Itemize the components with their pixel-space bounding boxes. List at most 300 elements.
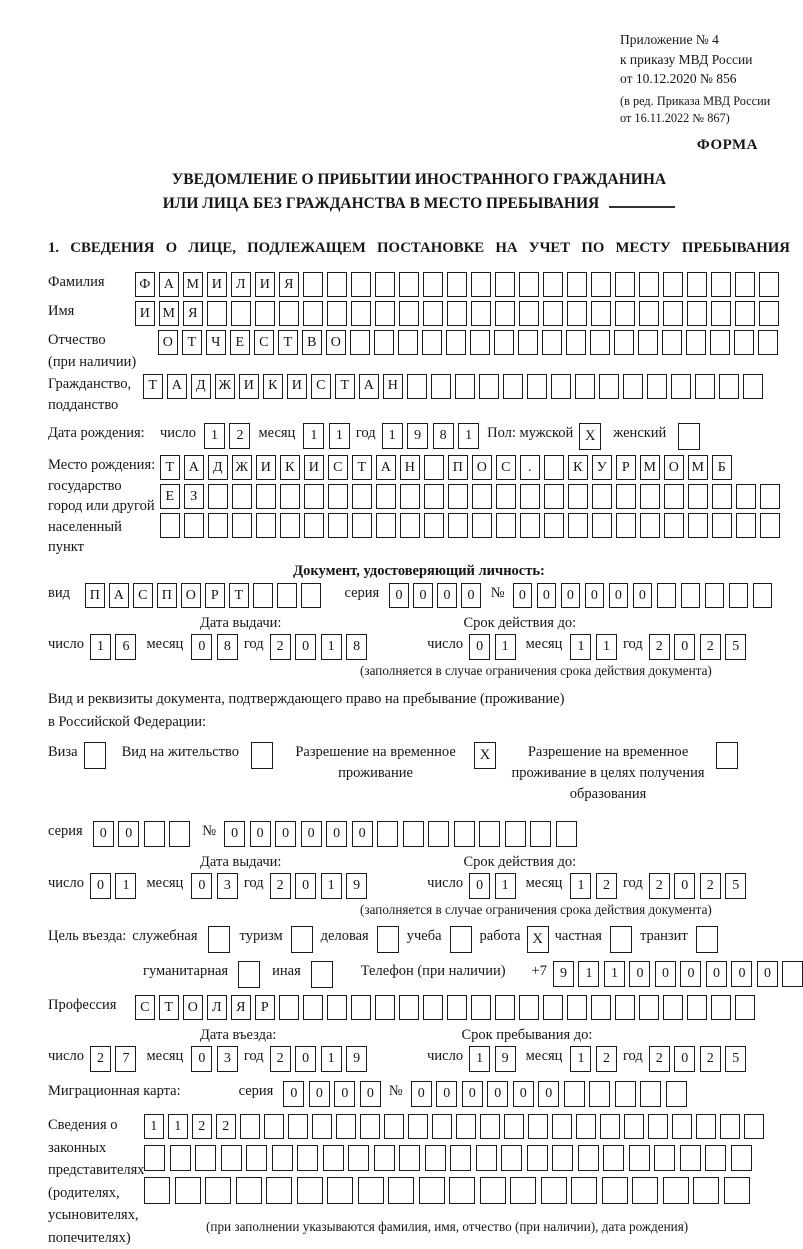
char-cell[interactable] — [735, 272, 755, 297]
char-cell[interactable] — [208, 513, 228, 538]
char-cell[interactable] — [348, 1145, 369, 1171]
char-cell[interactable]: И — [135, 301, 155, 326]
char-cell[interactable] — [221, 1145, 242, 1171]
char-cell[interactable]: 0 — [655, 961, 676, 987]
char-cell[interactable] — [471, 301, 491, 326]
purpose-business-checkbox[interactable] — [377, 926, 399, 953]
char-cell[interactable] — [279, 995, 299, 1020]
char-cell[interactable]: 2 — [229, 423, 250, 449]
char-cell[interactable]: О — [664, 455, 684, 480]
char-cell[interactable]: 9 — [407, 423, 428, 449]
char-cell[interactable]: А — [376, 455, 396, 480]
char-cell[interactable] — [495, 995, 515, 1020]
char-cell[interactable] — [374, 330, 394, 355]
char-cell[interactable] — [589, 1081, 610, 1107]
char-cell[interactable]: 0 — [295, 873, 316, 899]
char-cell[interactable] — [567, 301, 587, 326]
char-cell[interactable] — [303, 995, 323, 1020]
char-cell[interactable] — [374, 1145, 395, 1171]
char-cell[interactable]: И — [255, 272, 275, 297]
char-cell[interactable]: А — [359, 374, 379, 399]
char-cell[interactable] — [623, 374, 643, 399]
char-cell[interactable]: 1 — [321, 634, 342, 660]
char-cell[interactable]: И — [287, 374, 307, 399]
char-cell[interactable]: 0 — [731, 961, 752, 987]
char-cell[interactable] — [568, 484, 588, 509]
char-cell[interactable]: 0 — [674, 1046, 695, 1072]
char-cell[interactable] — [448, 513, 468, 538]
char-cell[interactable] — [615, 1081, 636, 1107]
char-cell[interactable] — [693, 1177, 719, 1204]
char-cell[interactable]: А — [167, 374, 187, 399]
char-cell[interactable]: 1 — [570, 873, 591, 899]
char-cell[interactable]: 0 — [326, 821, 347, 847]
char-cell[interactable]: 1 — [321, 873, 342, 899]
char-cell[interactable] — [400, 484, 420, 509]
char-cell[interactable] — [144, 821, 165, 847]
char-cell[interactable] — [552, 1145, 573, 1171]
char-cell[interactable] — [663, 1177, 689, 1204]
char-cell[interactable]: 2 — [270, 873, 291, 899]
char-cell[interactable] — [328, 513, 348, 538]
char-cell[interactable]: 0 — [469, 634, 490, 660]
char-cell[interactable] — [519, 272, 539, 297]
char-cell[interactable] — [530, 821, 551, 847]
char-cell[interactable] — [403, 821, 424, 847]
char-cell[interactable]: 1 — [570, 1046, 591, 1072]
char-cell[interactable] — [327, 272, 347, 297]
char-cell[interactable]: 3 — [217, 873, 238, 899]
temp-residence-education-checkbox[interactable] — [716, 742, 738, 769]
char-cell[interactable] — [288, 1114, 308, 1139]
char-cell[interactable] — [422, 330, 442, 355]
char-cell[interactable] — [657, 583, 677, 608]
char-cell[interactable] — [399, 301, 419, 326]
char-cell[interactable]: Р — [616, 455, 636, 480]
char-cell[interactable] — [432, 1114, 452, 1139]
char-cell[interactable] — [720, 1114, 740, 1139]
char-cell[interactable] — [495, 301, 515, 326]
char-cell[interactable] — [591, 301, 611, 326]
char-cell[interactable] — [662, 330, 682, 355]
char-cell[interactable]: 0 — [513, 1081, 534, 1107]
char-cell[interactable] — [735, 995, 755, 1020]
char-cell[interactable] — [423, 301, 443, 326]
char-cell[interactable] — [544, 513, 564, 538]
char-cell[interactable] — [456, 1114, 476, 1139]
char-cell[interactable] — [328, 484, 348, 509]
char-cell[interactable]: 1 — [329, 423, 350, 449]
char-cell[interactable]: 6 — [115, 634, 136, 660]
char-cell[interactable] — [731, 1145, 752, 1171]
char-cell[interactable] — [639, 301, 659, 326]
char-cell[interactable] — [424, 513, 444, 538]
char-cell[interactable]: К — [263, 374, 283, 399]
char-cell[interactable] — [303, 301, 323, 326]
char-cell[interactable] — [375, 272, 395, 297]
char-cell[interactable]: О — [183, 995, 203, 1020]
char-cell[interactable]: 1 — [144, 1114, 164, 1139]
char-cell[interactable]: 9 — [553, 961, 574, 987]
char-cell[interactable] — [184, 513, 204, 538]
char-cell[interactable] — [551, 374, 571, 399]
char-cell[interactable]: Я — [183, 301, 203, 326]
char-cell[interactable] — [663, 301, 683, 326]
char-cell[interactable] — [495, 272, 515, 297]
char-cell[interactable] — [638, 330, 658, 355]
char-cell[interactable] — [400, 513, 420, 538]
char-cell[interactable] — [599, 374, 619, 399]
char-cell[interactable]: 8 — [346, 634, 367, 660]
char-cell[interactable] — [566, 330, 586, 355]
char-cell[interactable]: 0 — [191, 634, 212, 660]
char-cell[interactable] — [759, 272, 779, 297]
char-cell[interactable] — [351, 301, 371, 326]
char-cell[interactable]: 2 — [270, 634, 291, 660]
char-cell[interactable]: 0 — [561, 583, 581, 608]
char-cell[interactable] — [528, 1114, 548, 1139]
char-cell[interactable] — [352, 484, 372, 509]
char-cell[interactable] — [447, 272, 467, 297]
char-cell[interactable] — [471, 995, 491, 1020]
char-cell[interactable] — [280, 484, 300, 509]
char-cell[interactable] — [303, 272, 323, 297]
char-cell[interactable]: 1 — [204, 423, 225, 449]
char-cell[interactable]: 0 — [585, 583, 605, 608]
char-cell[interactable] — [399, 272, 419, 297]
char-cell[interactable] — [272, 1145, 293, 1171]
char-cell[interactable] — [471, 272, 491, 297]
char-cell[interactable] — [729, 583, 749, 608]
char-cell[interactable] — [735, 301, 755, 326]
visa-checkbox[interactable] — [84, 742, 106, 769]
char-cell[interactable] — [505, 821, 526, 847]
char-cell[interactable] — [696, 1114, 716, 1139]
char-cell[interactable] — [231, 301, 251, 326]
char-cell[interactable]: 1 — [303, 423, 324, 449]
char-cell[interactable] — [450, 1145, 471, 1171]
char-cell[interactable]: К — [568, 455, 588, 480]
purpose-humanitarian-checkbox[interactable] — [238, 961, 260, 988]
char-cell[interactable]: 1 — [115, 873, 136, 899]
char-cell[interactable]: 0 — [674, 873, 695, 899]
char-cell[interactable]: 1 — [596, 634, 617, 660]
char-cell[interactable] — [503, 374, 523, 399]
char-cell[interactable]: 8 — [433, 423, 454, 449]
char-cell[interactable] — [447, 995, 467, 1020]
char-cell[interactable] — [663, 272, 683, 297]
char-cell[interactable] — [711, 272, 731, 297]
char-cell[interactable] — [195, 1145, 216, 1171]
char-cell[interactable] — [327, 1177, 353, 1204]
char-cell[interactable]: 1 — [382, 423, 403, 449]
char-cell[interactable] — [360, 1114, 380, 1139]
char-cell[interactable] — [327, 995, 347, 1020]
char-cell[interactable] — [255, 301, 275, 326]
char-cell[interactable] — [672, 1114, 692, 1139]
char-cell[interactable]: С — [328, 455, 348, 480]
char-cell[interactable] — [615, 272, 635, 297]
char-cell[interactable]: 1 — [321, 1046, 342, 1072]
char-cell[interactable]: 5 — [725, 1046, 746, 1072]
char-cell[interactable]: Т — [160, 455, 180, 480]
char-cell[interactable]: 0 — [118, 821, 139, 847]
char-cell[interactable]: П — [157, 583, 177, 608]
char-cell[interactable] — [454, 821, 475, 847]
char-cell[interactable]: М — [183, 272, 203, 297]
char-cell[interactable] — [556, 821, 577, 847]
char-cell[interactable] — [544, 484, 564, 509]
char-cell[interactable] — [375, 301, 395, 326]
char-cell[interactable]: Т — [182, 330, 202, 355]
char-cell[interactable] — [510, 1177, 536, 1204]
char-cell[interactable]: 1 — [495, 634, 516, 660]
char-cell[interactable] — [666, 1081, 687, 1107]
char-cell[interactable]: А — [109, 583, 129, 608]
char-cell[interactable] — [144, 1177, 170, 1204]
char-cell[interactable] — [541, 1177, 567, 1204]
purpose-official-checkbox[interactable] — [208, 926, 230, 953]
char-cell[interactable]: Ж — [215, 374, 235, 399]
char-cell[interactable] — [520, 513, 540, 538]
char-cell[interactable] — [253, 583, 273, 608]
char-cell[interactable] — [304, 513, 324, 538]
char-cell[interactable]: И — [239, 374, 259, 399]
char-cell[interactable]: 0 — [538, 1081, 559, 1107]
char-cell[interactable]: Ф — [135, 272, 155, 297]
char-cell[interactable] — [782, 961, 803, 987]
char-cell[interactable] — [671, 374, 691, 399]
char-cell[interactable] — [544, 455, 564, 480]
char-cell[interactable]: 0 — [250, 821, 271, 847]
char-cell[interactable]: 0 — [413, 583, 433, 608]
char-cell[interactable]: . — [520, 455, 540, 480]
char-cell[interactable] — [527, 1145, 548, 1171]
char-cell[interactable] — [388, 1177, 414, 1204]
char-cell[interactable] — [351, 995, 371, 1020]
char-cell[interactable] — [160, 513, 180, 538]
char-cell[interactable]: Н — [400, 455, 420, 480]
char-cell[interactable]: Н — [383, 374, 403, 399]
char-cell[interactable]: 0 — [275, 821, 296, 847]
char-cell[interactable]: 0 — [706, 961, 727, 987]
char-cell[interactable] — [640, 484, 660, 509]
char-cell[interactable] — [543, 272, 563, 297]
char-cell[interactable]: 9 — [346, 1046, 367, 1072]
char-cell[interactable]: С — [311, 374, 331, 399]
char-cell[interactable] — [567, 272, 587, 297]
char-cell[interactable] — [680, 1145, 701, 1171]
char-cell[interactable] — [663, 995, 683, 1020]
char-cell[interactable] — [575, 374, 595, 399]
char-cell[interactable]: Т — [335, 374, 355, 399]
char-cell[interactable]: Л — [207, 995, 227, 1020]
purpose-study-checkbox[interactable] — [450, 926, 472, 953]
char-cell[interactable] — [504, 1114, 524, 1139]
char-cell[interactable] — [236, 1177, 262, 1204]
char-cell[interactable] — [175, 1177, 201, 1204]
char-cell[interactable]: Р — [255, 995, 275, 1020]
char-cell[interactable] — [323, 1145, 344, 1171]
char-cell[interactable] — [496, 484, 516, 509]
char-cell[interactable]: Я — [279, 272, 299, 297]
char-cell[interactable]: 0 — [352, 821, 373, 847]
char-cell[interactable] — [615, 301, 635, 326]
char-cell[interactable]: 0 — [680, 961, 701, 987]
char-cell[interactable]: 5 — [725, 634, 746, 660]
char-cell[interactable] — [760, 513, 780, 538]
char-cell[interactable] — [760, 484, 780, 509]
char-cell[interactable] — [423, 272, 443, 297]
char-cell[interactable]: Д — [191, 374, 211, 399]
char-cell[interactable]: А — [159, 272, 179, 297]
purpose-private-checkbox[interactable] — [610, 926, 632, 953]
char-cell[interactable] — [350, 330, 370, 355]
char-cell[interactable] — [736, 513, 756, 538]
char-cell[interactable] — [647, 374, 667, 399]
char-cell[interactable]: 0 — [334, 1081, 355, 1107]
char-cell[interactable]: К — [280, 455, 300, 480]
char-cell[interactable]: Т — [159, 995, 179, 1020]
char-cell[interactable] — [590, 330, 610, 355]
char-cell[interactable]: 0 — [469, 873, 490, 899]
char-cell[interactable]: Е — [160, 484, 180, 509]
char-cell[interactable] — [711, 301, 731, 326]
char-cell[interactable]: 0 — [295, 1046, 316, 1072]
sex-male-checkbox[interactable]: X — [579, 423, 601, 450]
char-cell[interactable] — [600, 1114, 620, 1139]
char-cell[interactable] — [207, 301, 227, 326]
char-cell[interactable] — [719, 374, 739, 399]
purpose-work-checkbox[interactable]: X — [527, 926, 549, 953]
char-cell[interactable] — [724, 1177, 750, 1204]
char-cell[interactable] — [576, 1114, 596, 1139]
char-cell[interactable]: 0 — [462, 1081, 483, 1107]
char-cell[interactable]: О — [472, 455, 492, 480]
char-cell[interactable]: 8 — [217, 634, 238, 660]
char-cell[interactable]: 1 — [469, 1046, 490, 1072]
char-cell[interactable] — [208, 484, 228, 509]
char-cell[interactable] — [301, 583, 321, 608]
char-cell[interactable] — [312, 1114, 332, 1139]
char-cell[interactable] — [648, 1114, 668, 1139]
char-cell[interactable]: 2 — [216, 1114, 236, 1139]
char-cell[interactable] — [424, 455, 444, 480]
char-cell[interactable] — [431, 374, 451, 399]
char-cell[interactable] — [744, 1114, 764, 1139]
char-cell[interactable] — [501, 1145, 522, 1171]
char-cell[interactable] — [527, 374, 547, 399]
char-cell[interactable] — [543, 995, 563, 1020]
char-cell[interactable]: 1 — [570, 634, 591, 660]
char-cell[interactable]: 0 — [191, 873, 212, 899]
char-cell[interactable] — [470, 330, 490, 355]
char-cell[interactable]: 2 — [596, 1046, 617, 1072]
char-cell[interactable]: М — [159, 301, 179, 326]
char-cell[interactable] — [758, 330, 778, 355]
char-cell[interactable]: О — [158, 330, 178, 355]
char-cell[interactable]: 2 — [192, 1114, 212, 1139]
char-cell[interactable] — [494, 330, 514, 355]
char-cell[interactable] — [578, 1145, 599, 1171]
char-cell[interactable] — [640, 513, 660, 538]
char-cell[interactable] — [686, 330, 706, 355]
char-cell[interactable] — [476, 1145, 497, 1171]
char-cell[interactable] — [447, 301, 467, 326]
char-cell[interactable]: П — [85, 583, 105, 608]
char-cell[interactable]: 1 — [90, 634, 111, 660]
char-cell[interactable] — [327, 301, 347, 326]
char-cell[interactable] — [592, 513, 612, 538]
char-cell[interactable]: 9 — [495, 1046, 516, 1072]
char-cell[interactable] — [712, 513, 732, 538]
temp-residence-checkbox[interactable]: X — [474, 742, 496, 769]
char-cell[interactable] — [624, 1114, 644, 1139]
char-cell[interactable]: 2 — [700, 873, 721, 899]
purpose-other-checkbox[interactable] — [311, 961, 333, 988]
char-cell[interactable]: 0 — [674, 634, 695, 660]
char-cell[interactable]: 0 — [633, 583, 653, 608]
char-cell[interactable]: З — [184, 484, 204, 509]
char-cell[interactable] — [423, 995, 443, 1020]
char-cell[interactable] — [256, 484, 276, 509]
char-cell[interactable] — [710, 330, 730, 355]
purpose-transit-checkbox[interactable] — [696, 926, 718, 953]
char-cell[interactable] — [496, 513, 516, 538]
residence-permit-checkbox[interactable] — [251, 742, 273, 769]
char-cell[interactable] — [205, 1177, 231, 1204]
char-cell[interactable] — [266, 1177, 292, 1204]
char-cell[interactable]: Т — [352, 455, 372, 480]
char-cell[interactable] — [336, 1114, 356, 1139]
char-cell[interactable] — [352, 513, 372, 538]
char-cell[interactable] — [351, 272, 371, 297]
char-cell[interactable]: 9 — [346, 873, 367, 899]
char-cell[interactable]: 2 — [649, 873, 670, 899]
char-cell[interactable] — [419, 1177, 445, 1204]
char-cell[interactable] — [472, 484, 492, 509]
char-cell[interactable] — [375, 995, 395, 1020]
char-cell[interactable] — [687, 301, 707, 326]
char-cell[interactable] — [479, 821, 500, 847]
char-cell[interactable]: 2 — [596, 873, 617, 899]
char-cell[interactable] — [472, 513, 492, 538]
char-cell[interactable]: Т — [229, 583, 249, 608]
char-cell[interactable]: М — [688, 455, 708, 480]
char-cell[interactable]: 0 — [224, 821, 245, 847]
char-cell[interactable]: 0 — [309, 1081, 330, 1107]
char-cell[interactable] — [616, 484, 636, 509]
char-cell[interactable]: 2 — [649, 634, 670, 660]
char-cell[interactable]: Р — [205, 583, 225, 608]
char-cell[interactable] — [639, 272, 659, 297]
char-cell[interactable] — [567, 995, 587, 1020]
char-cell[interactable]: 0 — [301, 821, 322, 847]
char-cell[interactable]: Д — [208, 455, 228, 480]
char-cell[interactable]: 0 — [90, 873, 111, 899]
char-cell[interactable] — [712, 484, 732, 509]
char-cell[interactable] — [479, 374, 499, 399]
char-cell[interactable] — [687, 995, 707, 1020]
char-cell[interactable] — [277, 583, 297, 608]
char-cell[interactable] — [376, 513, 396, 538]
sex-female-checkbox[interactable] — [678, 423, 700, 450]
char-cell[interactable]: 0 — [389, 583, 409, 608]
char-cell[interactable] — [564, 1081, 585, 1107]
char-cell[interactable] — [571, 1177, 597, 1204]
char-cell[interactable] — [629, 1145, 650, 1171]
char-cell[interactable]: 1 — [578, 961, 599, 987]
